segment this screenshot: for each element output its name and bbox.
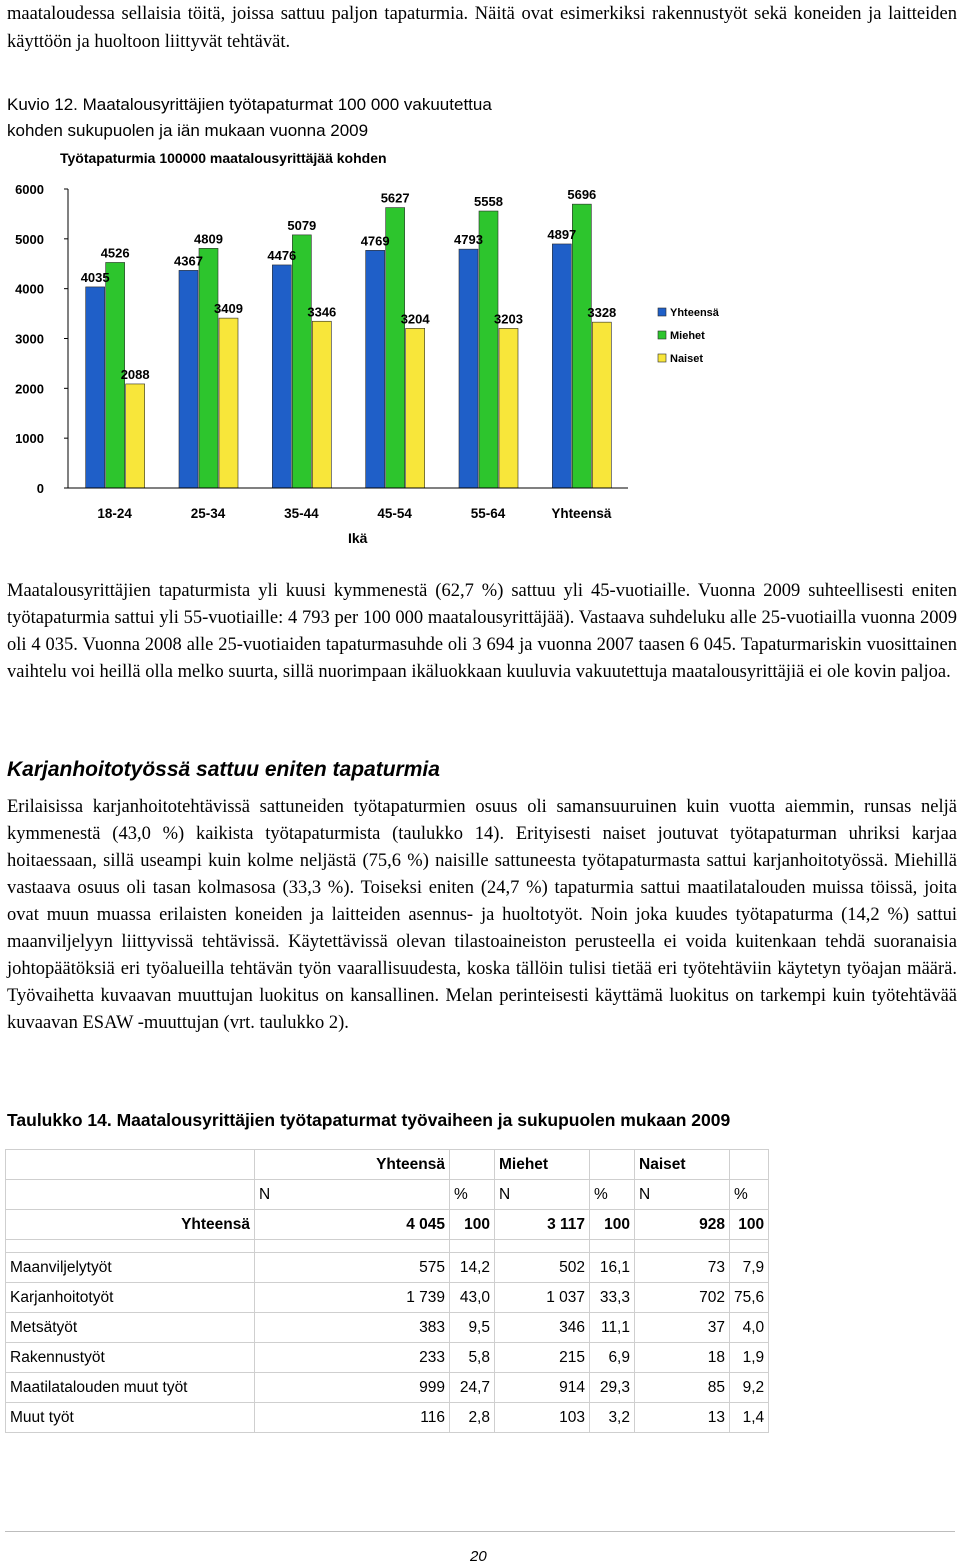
chart-title: Työtapaturmia 100000 maatalousyrittäjää kohden	[60, 150, 387, 166]
data-label: 4526	[100, 245, 130, 261]
table-row	[6, 1253, 769, 1283]
table-cell: 6,9	[590, 1343, 635, 1373]
table-cell: 29,3	[590, 1373, 635, 1403]
table-caption: Taulukko 14. Maatalousyrittäjien työtapaturmat työvaiheen ja sukupuolen mukaan 2009	[7, 1110, 731, 1130]
table-cell: 7,9	[730, 1253, 769, 1283]
row-label: Metsätyöt	[6, 1313, 255, 1343]
table-cell: 215	[495, 1343, 590, 1373]
bar	[199, 248, 218, 488]
y-tick-label: 1000	[15, 431, 44, 447]
bar	[479, 211, 498, 488]
table-row	[6, 1313, 769, 1343]
spacer-cell	[590, 1240, 635, 1253]
bar	[366, 250, 385, 488]
table-cell: 16,1	[590, 1253, 635, 1283]
group-header-total-spacer	[450, 1150, 495, 1180]
x-tick-label: 55-64	[470, 506, 506, 521]
bar	[86, 287, 105, 488]
bar	[126, 384, 145, 488]
group-header-men-spacer	[590, 1150, 635, 1180]
subheader-n-men: N	[495, 1180, 590, 1210]
table-cell: 37	[635, 1313, 730, 1343]
table-cell: 73	[635, 1253, 730, 1283]
data-label: 4793	[454, 232, 483, 248]
table-total-row	[6, 1210, 769, 1240]
table-cell: 103	[495, 1403, 590, 1433]
legend-label: Naiset	[670, 353, 704, 365]
group-header-men: Miehet	[495, 1150, 590, 1180]
x-tick-label: 35-44	[284, 506, 319, 521]
x-tick-label: 25-34	[190, 506, 226, 521]
row-label: Muut työt	[6, 1403, 255, 1433]
table-cell: 100	[450, 1210, 495, 1240]
bar	[219, 318, 238, 488]
group-header-total: Yhteensä	[255, 1150, 450, 1180]
table-cell: 928	[635, 1210, 730, 1240]
data-label: 5079	[287, 217, 317, 233]
subheader-n-women: N	[635, 1180, 730, 1210]
total-row-label: Yhteensä	[6, 1210, 255, 1240]
table-cell: 502	[495, 1253, 590, 1283]
row-label: Rakennustyöt	[6, 1343, 255, 1373]
y-axis	[15, 182, 68, 496]
table-cell: 18	[635, 1343, 730, 1373]
data-label: 4476	[267, 247, 297, 263]
figure-caption	[7, 92, 947, 144]
legend-swatch	[658, 331, 666, 339]
footer-divider	[5, 1531, 955, 1532]
spacer-cell	[495, 1240, 590, 1253]
data-label: 4769	[360, 233, 390, 249]
table-cell: 1 739	[255, 1283, 450, 1313]
table-cell: 24,7	[450, 1373, 495, 1403]
data-label: 5696	[567, 187, 597, 203]
table-cell: 2,8	[450, 1403, 495, 1433]
data-label: 5627	[380, 190, 410, 206]
bar	[179, 270, 198, 488]
legend-label: Yhteensä	[670, 307, 719, 319]
bar	[592, 322, 611, 488]
table-cell: 3 117	[495, 1210, 590, 1240]
data-label: 4809	[194, 231, 223, 247]
spacer-cell	[730, 1240, 769, 1253]
bar-series	[86, 204, 612, 488]
table-cell: 116	[255, 1403, 450, 1433]
y-tick-label: 4000	[15, 281, 44, 297]
table-cell: 575	[255, 1253, 450, 1283]
section-heading: Karjanhoitotyössä sattuu eniten tapaturmia	[7, 758, 440, 781]
bar	[272, 265, 291, 488]
data-label: 5558	[474, 194, 503, 210]
bar	[499, 328, 518, 488]
table-cell: 1,4	[730, 1403, 769, 1433]
table-cell: 85	[635, 1373, 730, 1403]
x-axis	[68, 488, 628, 521]
data-label: 3204	[400, 311, 430, 327]
table-spacer-row	[6, 1240, 769, 1253]
data-label: 4367	[174, 253, 203, 269]
data-label: 4897	[547, 226, 577, 242]
subheader-pct-women: %	[730, 1180, 769, 1210]
subheader-pct-men: %	[590, 1180, 635, 1210]
table-cell: 3,2	[590, 1403, 635, 1433]
table-cell: 11,1	[590, 1313, 635, 1343]
row-label: Maatilatalouden muut työt	[6, 1373, 255, 1403]
table-row	[6, 1373, 769, 1403]
bar	[459, 249, 478, 488]
row-label: Maanviljelytyöt	[6, 1253, 255, 1283]
data-label: 3328	[587, 305, 617, 321]
table-group-header-row	[6, 1150, 769, 1180]
y-tick-label: 2000	[15, 381, 44, 397]
x-axis-label: Ikä	[348, 530, 368, 546]
subheader-pct-total: %	[450, 1180, 495, 1210]
table-cell: 75,6	[730, 1283, 769, 1313]
table-cell: 999	[255, 1373, 450, 1403]
table-cell: 1 037	[495, 1283, 590, 1313]
bar-chart	[0, 145, 960, 555]
spacer-cell	[255, 1240, 450, 1253]
data-table	[5, 1149, 769, 1433]
table-cell: 4,0	[730, 1313, 769, 1343]
data-labels	[81, 187, 617, 382]
table-cell: 1,9	[730, 1343, 769, 1373]
y-tick-label: 5000	[15, 231, 44, 247]
spacer-cell	[635, 1240, 730, 1253]
intro-paragraph: maataloudessa sellaisia töitä, joissa sattuu paljon tapaturmia. Näitä ovat esimerkiksi rakennustyöt sekä koneiden ja laitteiden käyttöön ja huoltoon liittyvät tehtävät.	[7, 4, 957, 52]
bar	[312, 321, 331, 488]
table-cell: 100	[730, 1210, 769, 1240]
legend-swatch	[658, 308, 666, 316]
data-label: 3346	[307, 304, 337, 320]
table-cell: 43,0	[450, 1283, 495, 1313]
y-tick-label: 3000	[15, 331, 44, 347]
table-cell: 13	[635, 1403, 730, 1433]
table-cell: 233	[255, 1343, 450, 1373]
table-cell: 14,2	[450, 1253, 495, 1283]
paragraph-age-analysis: Maatalousyrittäjien tapaturmista yli kuusi kymmenestä (62,7 %) sattuu yli 45-vuotiaille. Vuonna 2009 suhteellisesti eniten työtapaturmia sattui yli 55-vuotiaille: 4 793 per 100 000 maatalousyrittäjää). Vastaava suhdeluku alle 25-vuotiailla vuonna 2009 oli 4 035. Vuonna 2008 alle 25-vuotiaiden tapaturmasuhde oli 3 694 ja vuonna 2007 taasen 6 045. Tapaturmariskin vuosittainen vaihtelu voi heillä olla melko suurta, sillä nuorimpaan ikäluokkaan kuuluvia vakuutettuja maatalousyrittäjiä ei ole kovin paljoa.	[7, 581, 957, 682]
bar	[386, 208, 405, 488]
data-label: 3409	[214, 301, 243, 317]
data-label: 2088	[120, 366, 150, 382]
table-subheader-row	[6, 1180, 769, 1210]
group-header-women: Naiset	[635, 1150, 730, 1180]
table-cell: 383	[255, 1313, 450, 1343]
page-number: 20	[470, 1548, 487, 1565]
table-cell: 4 045	[255, 1210, 450, 1240]
bar	[406, 328, 425, 488]
legend-label: Miehet	[670, 330, 705, 342]
data-label: 4035	[80, 269, 110, 285]
figure-caption-line-1: Kuvio 12. Maatalousyrittäjien työtapaturmat 100 000 vakuutettua	[7, 95, 492, 114]
table-cell: 100	[590, 1210, 635, 1240]
table-cell: 346	[495, 1313, 590, 1343]
table-row	[6, 1403, 769, 1433]
table-row	[6, 1283, 769, 1313]
table-header-empty	[6, 1150, 255, 1180]
bar	[572, 204, 591, 488]
bar	[552, 244, 571, 488]
subheader-empty	[6, 1180, 255, 1210]
row-label: Karjanhoitotyöt	[6, 1283, 255, 1313]
data-label: 3203	[494, 311, 523, 327]
subheader-n-total: N	[255, 1180, 450, 1210]
x-tick-label: 18-24	[97, 506, 132, 521]
chart-legend	[658, 307, 720, 365]
spacer-cell	[450, 1240, 495, 1253]
table-cell: 702	[635, 1283, 730, 1313]
table-cell: 9,2	[730, 1373, 769, 1403]
y-tick-label: 6000	[15, 182, 44, 197]
x-tick-label: Yhteensä	[551, 506, 612, 521]
figure-caption-line-2: kohden sukupuolen ja iän mukaan vuonna 2009	[7, 121, 369, 140]
table-cell: 5,8	[450, 1343, 495, 1373]
table-cell: 914	[495, 1373, 590, 1403]
group-header-women-spacer	[730, 1150, 769, 1180]
x-tick-label: 45-54	[377, 506, 412, 521]
spacer-cell	[6, 1240, 255, 1253]
paragraph-livestock-work: Erilaisissa karjanhoitotehtävissä sattuneiden työtapaturmien osuus oli samansuuruinen kuin vuotta aiemmin, runsas neljä kymmenestä (43,0 %) kaikista työtapaturmista (taulukko 14). Erityisesti naiset joutuvat työtapaturman uhriksi karjaa hoitaessaan, sillä useampi kuin kolme neljästä (75,6 %) naisille sattuneesta työtapaturmasta sattui karjanhoitotyössä. Miehillä vastaava osuus oli tasan kolmasosa (33,3 %). Toiseksi eniten (24,7 %) tapaturmia sattui maatilatalouden muissa töissä, joita ovat muun muassa erilaisten koneiden ja laitteiden asennus- ja huoltotyöt. Noin joka kuudes työtapaturma (14,2 %) sattui maanviljelyyn liittyvissä tehtävissä. Käytettävissä olevan tilastoaineiston perusteella ei voida kuitenkaan tehdä suoranaisia johtopäätöksiä eri työalueilla tehtävän työn vaarallisuudesta, koska tällöin tulisi tietää eri työtehtäviin käytetyn työajan määrä. Työvaihetta kuvaavan muuttujan luokitus on kansallinen. Melan perinteisesti käyttämä luokitus on tarkempi kuin työtehtävää kuvaavan ESAW -muuttujan (vrt. taulukko 2).	[7, 797, 957, 1033]
table-row	[6, 1343, 769, 1373]
legend-swatch	[658, 354, 666, 362]
bar	[292, 235, 311, 488]
y-tick-label: 0	[36, 481, 44, 496]
table-cell: 33,3	[590, 1283, 635, 1313]
table-cell: 9,5	[450, 1313, 495, 1343]
